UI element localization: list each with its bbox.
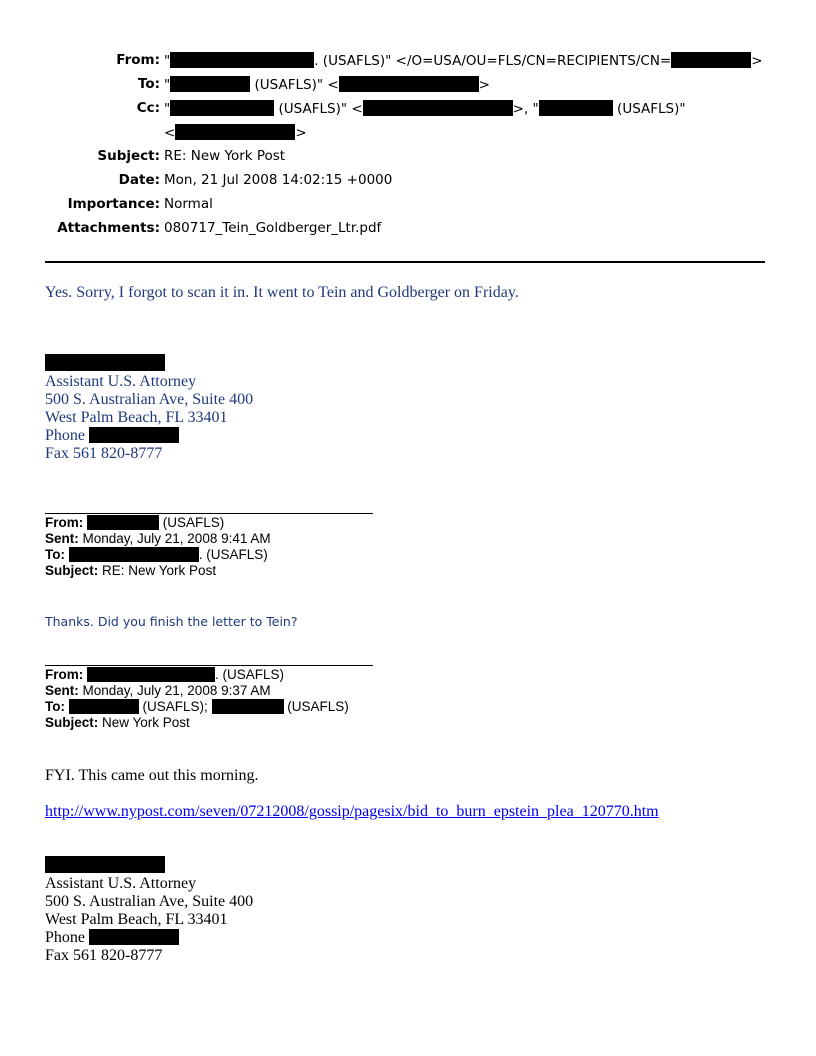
sig-title: Assistant U.S. Attorney [45, 373, 197, 390]
cc-text-1: (USAFLS)" < [274, 101, 363, 117]
redaction [45, 856, 165, 873]
redaction [170, 100, 274, 116]
cc-value [164, 100, 686, 117]
msg2-subject-label: Subject: [45, 563, 99, 578]
attachments-label: Attachments: [57, 220, 160, 236]
msg3-subject-label: Subject: [45, 715, 99, 730]
msg3-to-tail: (USAFLS) [283, 699, 349, 714]
redaction [212, 699, 284, 714]
redaction [170, 76, 250, 92]
cc-text-2: >, " [512, 101, 539, 117]
msg3-sent [45, 683, 349, 699]
to-text: (USAFLS)" < [250, 77, 339, 93]
sig2-phone-label: Phone [45, 929, 89, 946]
redaction [69, 547, 199, 562]
msg3-subject-value: New York Post [98, 715, 190, 730]
importance-label: Importance: [67, 196, 160, 212]
sig2-address-1: 500 S. Australian Ave, Suite 400 [45, 893, 254, 910]
msg2-subject-value: RE: New York Post [98, 563, 217, 578]
sig-address-1: 500 S. Australian Ave, Suite 400 [45, 391, 254, 408]
msg3-from-tail: . (USAFLS) [215, 667, 285, 682]
message-3-header [45, 667, 349, 731]
redaction [87, 667, 215, 682]
msg2-from-tail: (USAFLS) [159, 515, 225, 530]
importance-value: Normal [164, 196, 213, 212]
message-3-link-row [45, 803, 659, 821]
sig2-title: Assistant U.S. Attorney [45, 875, 197, 892]
msg2-from-label: From: [45, 515, 84, 530]
sig-address-2: West Palm Beach, FL 33401 [45, 409, 228, 426]
message-separator [45, 665, 373, 666]
msg2-sent-value: Monday, July 21, 2008 9:41 AM [78, 531, 271, 546]
msg3-to [45, 699, 349, 715]
reply-body: Yes. Sorry, I forgot to scan it in. It went to Tein and Goldberger on Friday. [45, 284, 519, 301]
from-value [164, 52, 763, 69]
message-separator [45, 513, 373, 514]
msg3-from-label: From: [45, 667, 84, 682]
from-end: > [751, 53, 763, 69]
date-value: Mon, 21 Jul 2008 14:02:15 +0000 [164, 172, 393, 188]
msg2-to [45, 547, 271, 563]
cc-lt: < [164, 125, 176, 141]
msg3-to-mid: (USAFLS); [138, 699, 212, 714]
msg2-sent [45, 531, 271, 547]
cc-text-3: (USAFLS)" [612, 101, 686, 117]
sig-phone-label: Phone [45, 427, 89, 444]
msg2-to-tail: . (USAFLS) [198, 547, 268, 562]
from-label: From: [116, 52, 160, 68]
msg3-from [45, 667, 349, 683]
subject-label: Subject: [97, 148, 160, 164]
redaction [89, 427, 179, 443]
redaction [170, 52, 314, 68]
message-2-body: Thanks. Did you finish the letter to Tein? [45, 614, 298, 629]
sig2-fax: Fax 561 820-8777 [45, 947, 163, 964]
msg3-to-label: To: [45, 699, 65, 714]
msg2-subject [45, 563, 271, 579]
msg3-sent-value: Monday, July 21, 2008 9:37 AM [78, 683, 271, 698]
from-text: . (USAFLS)" </O=USA/OU=FLS/CN=RECIPIENTS/CN= [314, 53, 672, 69]
redaction [671, 52, 751, 68]
to-quote: " [164, 77, 171, 93]
header-divider [45, 261, 765, 263]
date-label: Date: [118, 172, 160, 188]
nypost-article-link[interactable]: http://www.nypost.com/seven/07212008/gossip/pagesix/bid_to_burn_epstein_plea_120770.htm [45, 803, 659, 820]
cc-quote: " [164, 101, 171, 117]
signature-block-2 [45, 856, 253, 965]
redaction [45, 354, 165, 371]
redaction [539, 100, 613, 116]
cc-gt: > [295, 125, 307, 141]
to-label: To: [137, 76, 160, 92]
from-quote: " [164, 53, 171, 69]
msg2-from [45, 515, 271, 531]
sig-fax: Fax 561 820-8777 [45, 445, 163, 462]
message-3-body: FYI. This came out this morning. [45, 767, 259, 784]
redaction [363, 100, 513, 116]
to-value [164, 76, 490, 93]
sig2-phone [45, 929, 253, 947]
sig2-address-2: West Palm Beach, FL 33401 [45, 911, 228, 928]
redaction [175, 124, 295, 140]
signature-block-1 [45, 354, 253, 463]
redaction [339, 76, 479, 92]
subject-value: RE: New York Post [164, 148, 286, 164]
attachments-value: 080717_Tein_Goldberger_Ltr.pdf [164, 220, 382, 236]
msg2-sent-label: Sent: [45, 531, 79, 546]
sig-phone [45, 427, 253, 445]
cc-value-2 [164, 124, 307, 141]
redaction [89, 929, 179, 945]
redaction [69, 699, 139, 714]
cc-label: Cc: [136, 100, 160, 116]
msg3-subject [45, 715, 349, 731]
msg2-to-label: To: [45, 547, 65, 562]
to-end: > [478, 77, 490, 93]
message-2-header [45, 515, 271, 579]
msg3-sent-label: Sent: [45, 683, 79, 698]
redaction [87, 515, 159, 530]
